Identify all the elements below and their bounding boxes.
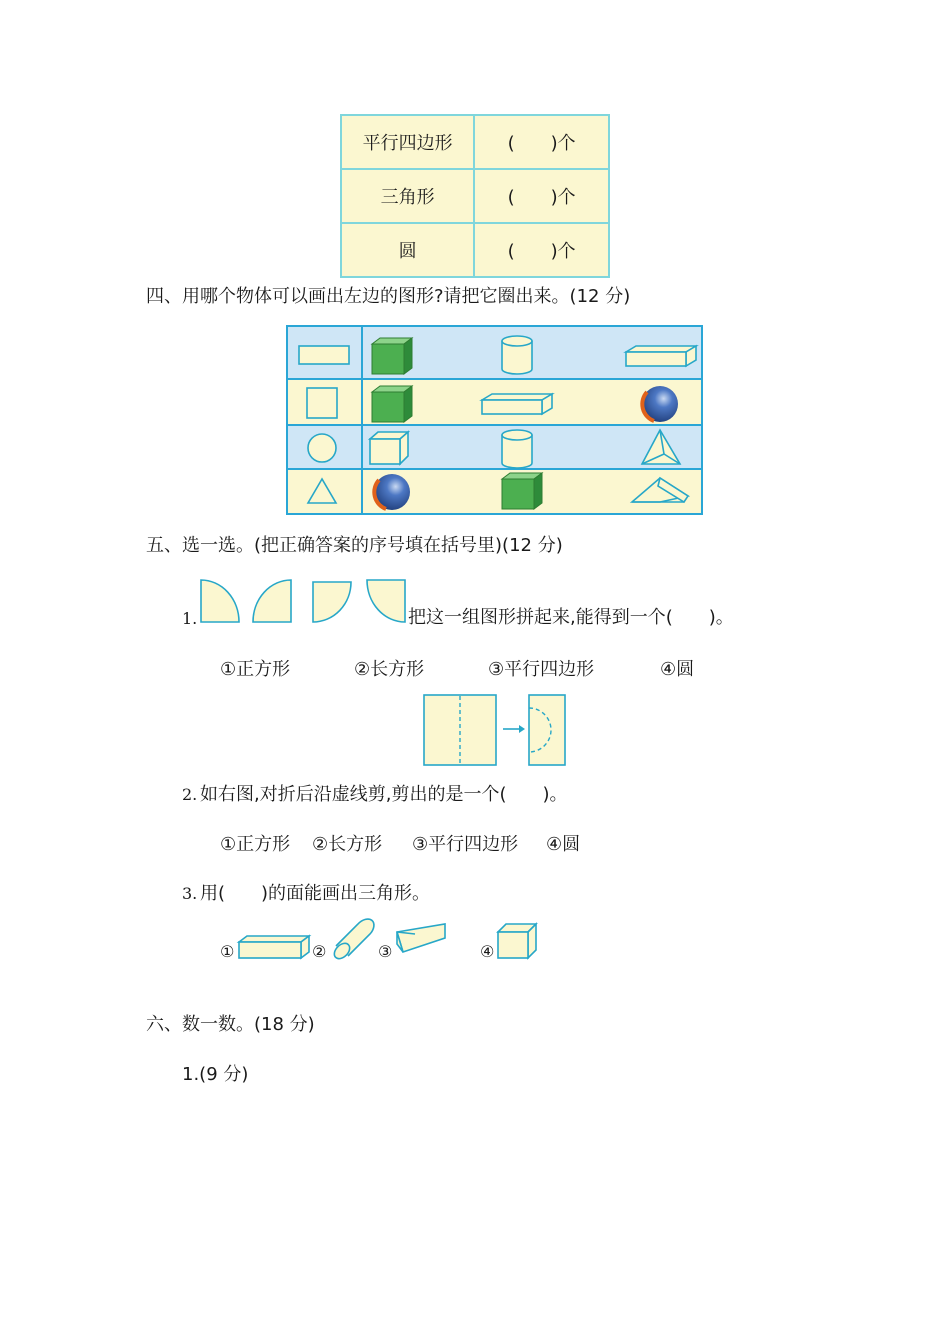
section6-q1: 1.(9 分) — [182, 1064, 249, 1085]
section6-heading: 六、数一数。(18 分) — [146, 1014, 315, 1035]
answer-slot[interactable]: ( )个 — [474, 115, 609, 169]
q3-marker-2[interactable]: ② — [312, 942, 327, 961]
section5-heading: 五、选一选。(把正确答案的序号填在括号里)(12 分) — [146, 535, 563, 556]
cuboid-icon[interactable] — [480, 392, 554, 416]
count-table — [340, 114, 610, 278]
triangular-prism-icon[interactable] — [630, 476, 692, 506]
cylinder-icon[interactable] — [328, 918, 376, 958]
q1-option-4[interactable]: ④圆 — [660, 659, 695, 680]
pyramid-icon[interactable] — [640, 428, 682, 468]
shape-name-cell: 平行四边形 — [341, 115, 474, 169]
object-matching-table — [286, 325, 703, 515]
fold-cut-diagram-icon — [423, 694, 568, 768]
table-row — [288, 426, 701, 470]
table-row — [288, 470, 701, 513]
quarter-circle-pieces-icon — [199, 578, 409, 626]
cuboid-icon[interactable] — [624, 344, 698, 368]
cuboid-icon[interactable] — [237, 934, 311, 960]
ball-icon[interactable] — [372, 472, 412, 512]
section4-heading: 四、用哪个物体可以画出左边的图形?请把它圈出来。(12 分) — [146, 286, 631, 307]
answer-slot[interactable]: ( )个 — [474, 223, 609, 277]
q3-marker-3[interactable]: ③ — [378, 942, 393, 961]
table-row — [288, 380, 701, 426]
question-number: 1. — [182, 609, 198, 628]
cylinder-icon[interactable] — [500, 334, 534, 376]
green-cube-icon[interactable] — [500, 471, 544, 511]
q1-option-1[interactable]: ①正方形 — [220, 659, 291, 680]
q1-option-2[interactable]: ②长方形 — [354, 659, 425, 680]
answer-slot[interactable]: ( )个 — [474, 169, 609, 223]
ball-icon[interactable] — [640, 384, 680, 424]
shape-name-cell: 圆 — [341, 223, 474, 277]
q3-marker-1[interactable]: ① — [220, 942, 235, 961]
q1-text: 把这一组图形拼起来,能得到一个( )。 — [408, 607, 734, 628]
q2-option-1[interactable]: ①正方形 — [220, 834, 291, 855]
green-cube-icon[interactable] — [370, 384, 414, 424]
cylinder-icon[interactable] — [500, 428, 534, 470]
question-number: 3. — [182, 884, 198, 903]
table-row — [341, 169, 609, 223]
triangular-prism-icon[interactable] — [395, 922, 449, 956]
q2-option-4[interactable]: ④圆 — [546, 834, 581, 855]
q2-text: 如右图,对折后沿虚线剪,剪出的是一个( )。 — [200, 784, 568, 805]
table-row — [288, 327, 701, 380]
cube-outline-icon[interactable] — [496, 922, 540, 960]
table-row — [341, 115, 609, 169]
circle-icon — [306, 432, 338, 464]
question-number: 2. — [182, 785, 198, 804]
q2-option-3[interactable]: ③平行四边形 — [412, 834, 519, 855]
q3-marker-4[interactable]: ④ — [480, 942, 495, 961]
q1-option-3[interactable]: ③平行四边形 — [488, 659, 595, 680]
triangle-icon — [306, 477, 338, 505]
cube-outline-icon[interactable] — [368, 430, 410, 466]
table-row — [341, 223, 609, 277]
green-cube-icon[interactable] — [370, 336, 414, 376]
square-icon — [306, 387, 338, 419]
q2-option-2[interactable]: ②长方形 — [312, 834, 383, 855]
shape-name-cell: 三角形 — [341, 169, 474, 223]
rectangle-icon — [298, 345, 350, 365]
q3-text: 用( )的面能画出三角形。 — [200, 883, 431, 904]
